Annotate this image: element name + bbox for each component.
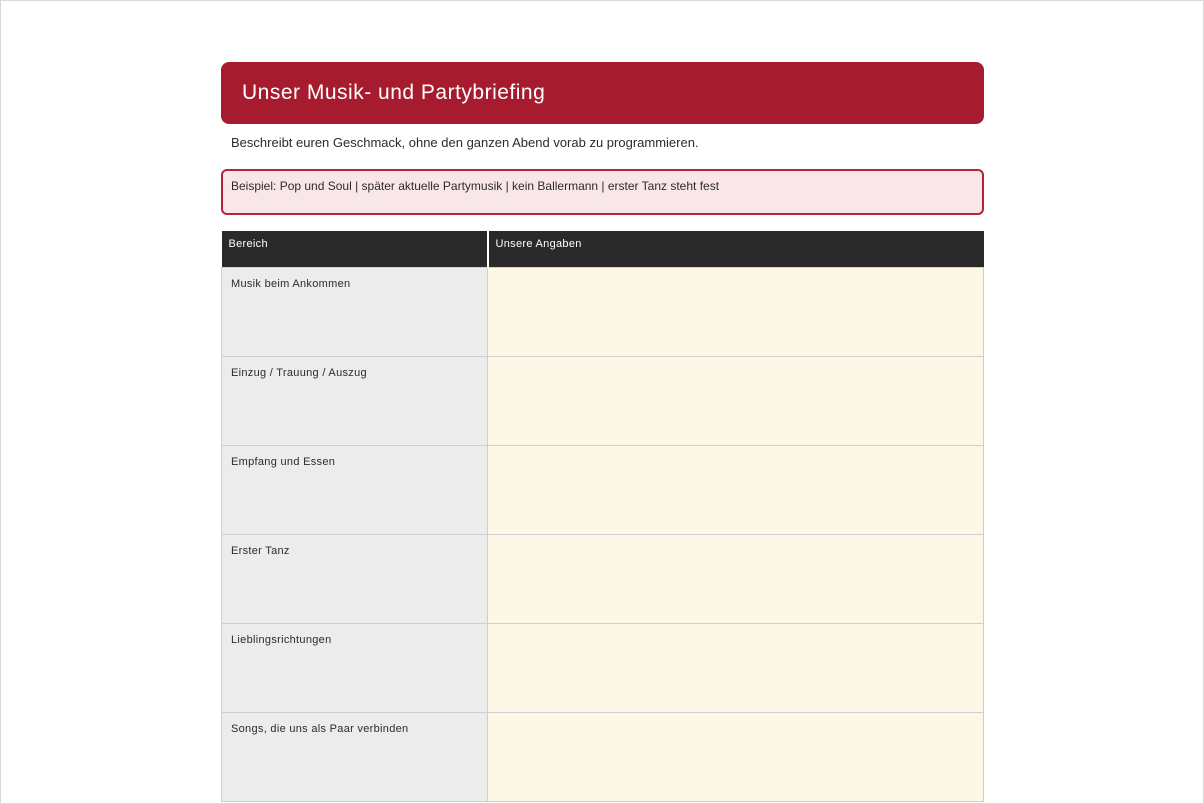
row-input-lieblingsrichtungen[interactable] xyxy=(488,623,984,712)
title-banner xyxy=(221,62,984,124)
example-text: Beispiel: Pop und Soul | später aktuelle Partymusik | kein Ballermann | erster Tanz steht fest xyxy=(231,179,720,193)
page-title: Unser Musik- und Partybriefing xyxy=(242,81,546,104)
table-header-row xyxy=(222,231,984,267)
table-row xyxy=(222,623,984,712)
row-label-erster-tanz: Erster Tanz xyxy=(222,534,488,623)
page-subtitle: Beschreibt euren Geschmack, ohne den ganzen Abend vorab zu programmieren. xyxy=(231,135,699,150)
row-input-musik-beim-ankommen[interactable] xyxy=(488,267,984,356)
table-row xyxy=(222,712,984,801)
table-row xyxy=(222,534,984,623)
row-input-einzug-trauung-auszug[interactable] xyxy=(488,356,984,445)
briefing-page xyxy=(221,62,984,802)
row-input-empfang-und-essen[interactable] xyxy=(488,445,984,534)
row-label-einzug-trauung-auszug: Einzug / Trauung / Auszug xyxy=(222,356,488,445)
example-callout xyxy=(221,169,984,215)
table-row xyxy=(222,356,984,445)
row-label-musik-beim-ankommen: Musik beim Ankommen xyxy=(222,267,488,356)
row-input-songs-als-paar[interactable] xyxy=(488,712,984,801)
row-input-erster-tanz[interactable] xyxy=(488,534,984,623)
table-row xyxy=(222,445,984,534)
header-bereich: Bereich xyxy=(222,231,488,267)
header-unsere-angaben: Unsere Angaben xyxy=(488,231,984,267)
row-label-empfang-und-essen: Empfang und Essen xyxy=(222,445,488,534)
row-label-lieblingsrichtungen: Lieblingsrichtungen xyxy=(222,623,488,712)
row-label-songs-als-paar: Songs, die uns als Paar verbinden xyxy=(222,712,488,801)
table-row xyxy=(222,267,984,356)
briefing-table xyxy=(221,231,984,802)
